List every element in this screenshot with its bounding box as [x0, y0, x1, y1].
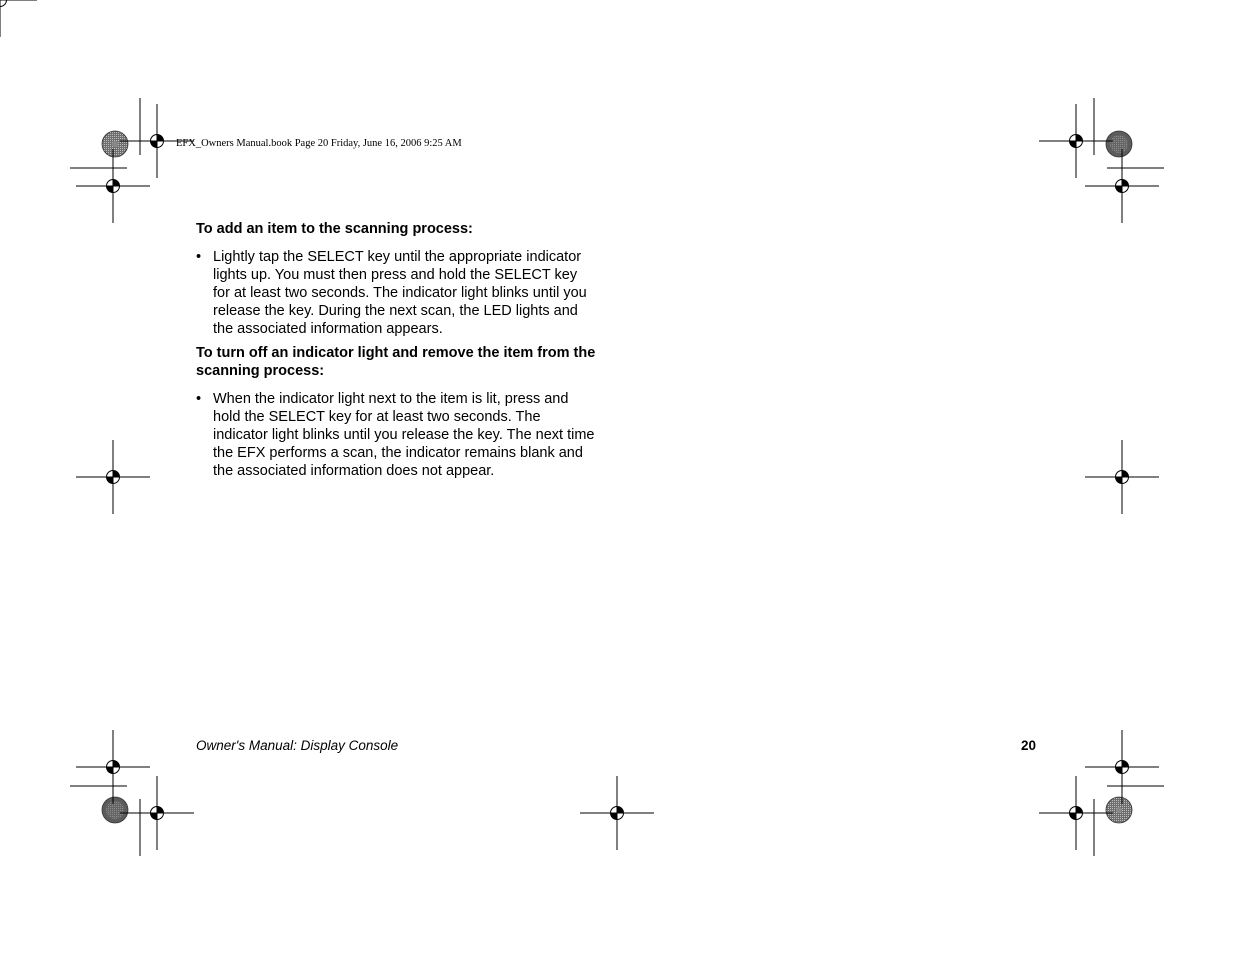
book-slug-line: EFX_Owners Manual.book Page 20 Friday, June 16, 2006 9:25 AM	[176, 138, 462, 149]
section-heading: To add an item to the scanning process:	[196, 221, 473, 237]
bullet-list	[196, 248, 596, 338]
starburst-target-icon	[102, 797, 128, 823]
list-item-text: Lightly tap the SELECT key until the appropriate indicator lights up. You must then press and hold the SELECT key for at least two seconds. The indicator light blinks until you release the key. During the next scan, the LED lights and the associated information appears.	[213, 249, 587, 337]
footer-title: Owner's Manual: Display Console	[196, 738, 399, 753]
starburst-target-icon	[1106, 131, 1132, 157]
section-heading: To turn off an indicator light and remove the item from the scanning process:	[196, 345, 596, 379]
registration-mark-icon	[0, 0, 37, 37]
bullet-glyph: •	[196, 391, 202, 407]
list-item-text: When the indicator light next to the item is lit, press and hold the SELECT key for at least two seconds. The indicator light blinks until you release the key. The next time the EFX performs a scan, the indicator remains blank and the associated information does not appear.	[213, 391, 595, 479]
page-content	[196, 220, 596, 486]
page-number: 20	[1021, 738, 1037, 753]
starburst-target-icon	[1106, 797, 1132, 823]
bullet-glyph: •	[196, 249, 202, 265]
starburst-target-icon	[102, 131, 128, 157]
list-item	[196, 390, 596, 480]
list-item	[196, 248, 596, 338]
bullet-list	[196, 390, 596, 480]
